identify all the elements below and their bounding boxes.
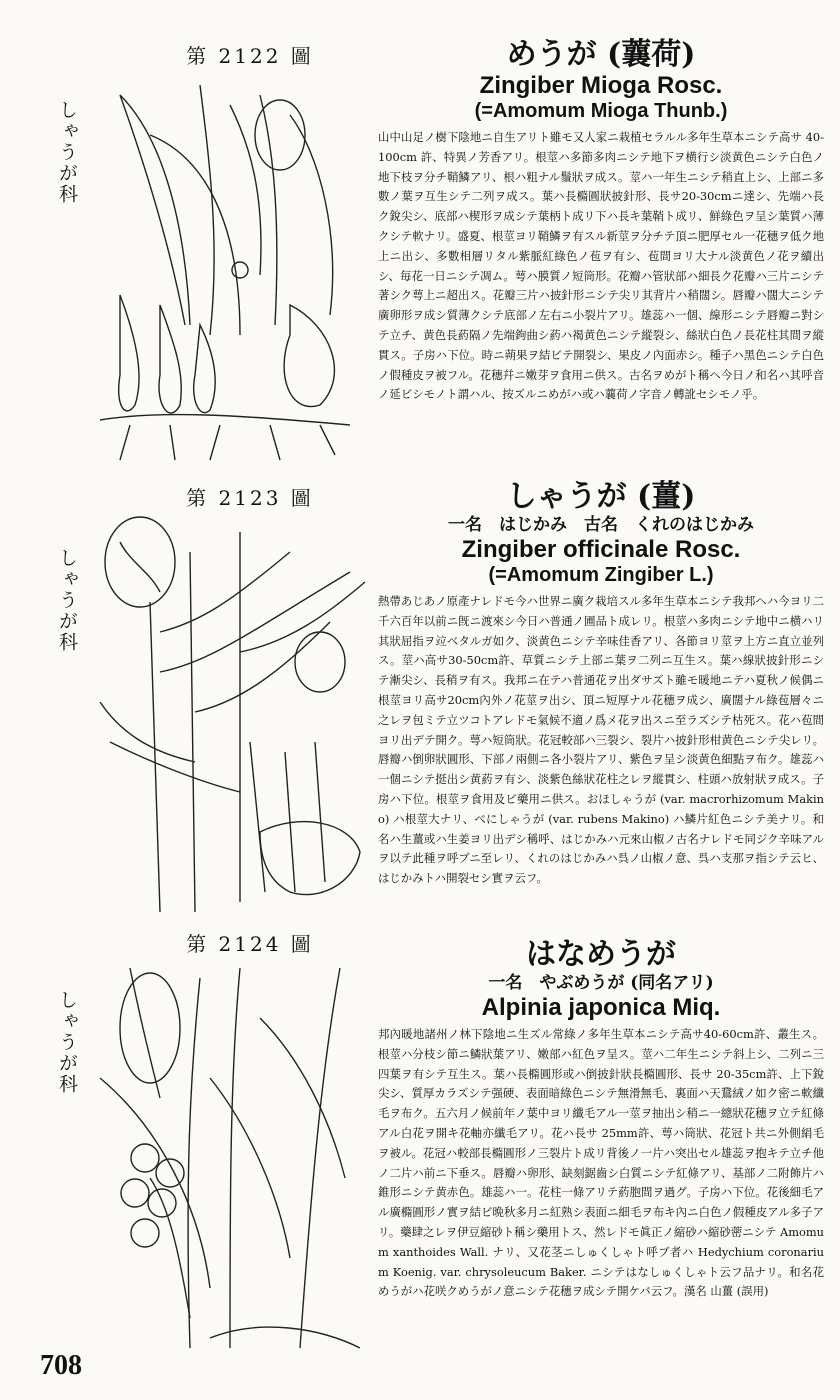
text-column: [378, 480, 824, 889]
alias-names: 一名 はじかみ 古名 くれのはじかみ: [448, 515, 754, 535]
synonym: (=Amomum Mioga Thunb.): [474, 100, 728, 122]
entry-hanamyoga: [0, 930, 840, 1400]
family-label: しゃうが科: [56, 100, 78, 205]
page-number: 708: [40, 1350, 82, 1381]
scientific-name: Zingiber Mioga Rosc.: [479, 72, 723, 99]
japanese-title: はなめうが: [526, 937, 676, 972]
illustration-hanamyoga: [90, 958, 370, 1358]
entry-mioga: [0, 0, 840, 470]
illustration-mioga: [90, 75, 370, 465]
family-label: しゃうが科: [56, 990, 78, 1095]
illustration-shoga: [90, 512, 370, 912]
japanese-title: しゃうが (薑): [506, 479, 696, 514]
alias-names: 一名 やぶめうが (同名アリ): [488, 973, 714, 993]
figure-label: 第 2122 圖: [186, 44, 314, 68]
synonym: (=Amomum Zingiber L.): [488, 564, 714, 586]
figure-label: 第 2123 圖: [186, 486, 314, 510]
entry-shoga: [0, 470, 840, 930]
scientific-name: Zingiber officinale Rosc.: [461, 536, 741, 563]
text-column: [378, 938, 824, 1302]
description: 山中山足ノ樹下陰地ニ自生アリト雖モ又人家ニ栽植セラルル多年生草本ニシテ高サ 40-100cm 許、特異ノ芳香アリ。根莖ハ多節多肉ニシテ地下ヲ横行シ淡黄色ニシテ白色ノ地下枝ヲ分チ鞘鱗アリ、根ハ粗ナル鬚狀ヲ成ス。莖ハ一年生ニシテ稍直上シ、上部ニ多數ノ葉ヲ互生シテ二列ヲ成ス。葉ハ長橢圓狀披針形、長サ20-30cmニ達シ、先端ハ長ク銳尖シ、底部ハ楔形ヲ成シテ葉柄ト成リ下ハ長キ葉鞘ト成リ、鮮綠色ヲ呈シ葉質ハ薄クシテ軟ナリ。盛夏、根莖ヨリ鞘鱗ヲ有スル新莖ヲ分チテ頂ニ肥厚セル一花穗ヲ低ク地上ニ出シ、多數相層リタル紫脈紅綠色ノ苞ヲ有シ、苞間ヨリ大ナル淡黄色ノ花ヲ續出シ、毎花一日ニシテ凋ム。萼ハ膜質ノ短筒形。花瓣ハ管狀部ハ細長ク花瓣ハ三片ニシテ著シク萼上ニ超出ス。花瓣三片ハ披針形ニシテ尖リ其背片ハ稍闊シ。唇瓣ハ闊大ニシテ廣卵形ヲ成シ質薄クシテ底部ノ左右ニ小裂片アリ。雄蕊ハ一個、線形ニシテ唇瓣ニ對シテ立チ、黄色長葯隔ノ先端鉤曲シ葯ハ褐黄色ニシテ縱裂シ、絲狀白色ノ長花柱其間ヲ縱貫ス。子房ハ下位。時ニ蒴果ヲ結ビテ開裂シ、果皮ノ內面赤シ。種子ハ黑色ニシテ白色ノ假種皮ヲ被フル。花穗幷ニ嫩芽ヲ食用ニ供ス。古名ヲめがト稱ヘ今日ノ和名ハ其呼音ノ延ビシモノト謂ハル、按ズルニめがハ或ハ蘘荷ノ字音ノ轉訛セシモノ乎。: [378, 130, 824, 402]
family-label: しゃうが科: [56, 548, 78, 653]
scientific-name: Alpinia japonica Miq.: [481, 994, 721, 1021]
text-column: [378, 38, 824, 405]
description: 熱帶あじあノ原產ナレドモ今ハ世界ニ廣ク栽培スル多年生草本ニシテ我邦ヘハ今ヨリ二千六百年以前ニ旣ニ渡來シ今日ハ普通ノ圃品ト成レリ。根莖ハ多肉ニシテ地中ニ横ハリ其狀屈指ヲ竝ベタルガ如ク、淡黄色ニシテ辛味佳香アリ、各節ヨリ莖ヲ上方ニ直立並列ス。莖ハ高サ30-50cm許、草質ニシテ上部ニ葉ヲ二列ニ互生ス。葉ハ線狀披針形ニシテ漸尖シ、長稍ヲ有ス。我邦ニ在テハ普通花ヲ出ダサズト雖モ暖地ニテハ夏秋ノ候偶ニ根莖ヨリ高サ20cm內外ノ花莖ヲ出シ、頂ニ短厚ナル花穗ヲ成シ、廣闊ナル綠苞層々ニ之レヲ包ミテ立ツコトアレドモ氣候不適ノ爲メ花ヲ出スニ至ラズシテ枯死ス。花ハ苞間ヨリ出デテ開ク。萼ハ短筒狀。花冠較部ハ三裂シ、裂片ハ披針形柑黄色ニシテ尖レリ。唇瓣ハ倒卵狀圓形、下部ノ兩側ニ各小裂片アリ、紫色ヲ呈シ淡黄色細點ヲ布ク。雄蕊ハ一個ニシテ挺出シ黄葯ヲ有シ、淡紫色絲狀花柱之レヲ縱貫シ、柱頭ハ放射狀ヲ成ス。子房ハ下位。根莖ヲ食用及ビ藥用ニ供ス。おほしゃうが (var. macrorhizomum Makino) ハ根莖大ナリ、べにしゃうが (var. rubens Makino) ハ鱗片紅色ニシテ美ナリ。和名ハ生薑或ハ生姜ヨリ出デシ稱呼、はじかみハ元來山椒ノ古名ナレドモ同ジク辛味アルヲ以テ此種ヲ呼ブニ至レリ、くれのはじかみハ呉ノ山椒ノ意、呉ハ支那ヲ指シテ云ヒ、はじかみトハ開裂セシ實ヲ云フ。: [378, 594, 824, 886]
figure-label: 第 2124 圖: [186, 932, 314, 956]
description: 邦內暖地諸州ノ林下陰地ニ生ズル常綠ノ多年生草本ニシテ高サ40-60cm許、叢生ス。根莖ハ分枝シ節ニ鱗狀葉アリ、嫩部ハ紅色ヲ呈ス。莖ハ二年生ニシテ斜上シ、二列ニ三四葉ヲ有シテ互生ス。葉ハ長橢圓形或ハ倒披針狀長橢圓形、長サ 20-35cm許、上下銳尖シ、質厚カラズシテ强硬、表面暗綠色ニシテ無滑無毛、裏面ハ天鵞絨ノ如ク密ニ軟纖毛ヲ布ク。五六月ノ候前年ノ葉中ヨリ纖毛アル一莖ヲ抽出シ稍ニ一總狀花穗ヲ立テ紅條アル白花ヲ開キ花軸亦纖毛アリ。花ハ長サ 25mm許、萼ハ筒狀、花冠ト共ニ外側絹毛ヲ被ル。花冠ハ較部長橢圓形ノ三裂片ト成リ背後ノ一片ハ突出セル雄蕊ヲ抱キテ立チ他ノ二片ハ前ニ下垂ス。唇瓣ハ卵形、缺刻鋸齒シ白質ニシテ紅條アリ、基部ノ二附飾片ハ錐形ニシテ黄赤色。雄蕊ハ一。花柱一條アリテ葯胞間ヲ過グ。子房ハ下位。花後細毛アル廣橢圓形ノ實ヲ結ビ晩秋多月ニ紅熟シ表面ニ細毛ヲ布キ內ニ白色ノ假種皮アル多子アリ。藥肆之レヲ伊豆縮砂ト稱シ藥用トス、然レドモ眞正ノ縮砂ハ縮砂蔤ニシテ Amomum xanthoides Wall. ナリ、又花茎ニしゅくしゃト呼ブ者ハ Hedychium coronarium Koenig. var. chrysoleucum Baker. ニシテはなしゅくしゃト云フ品ナリ。和名花めうがハ花咲クめうがノ意ニシテ花穗ヲ成シテ開ケバ云フ。漢名 山薑 (誤用): [378, 1027, 824, 1299]
japanese-title: めうが (蘘荷): [506, 37, 696, 72]
